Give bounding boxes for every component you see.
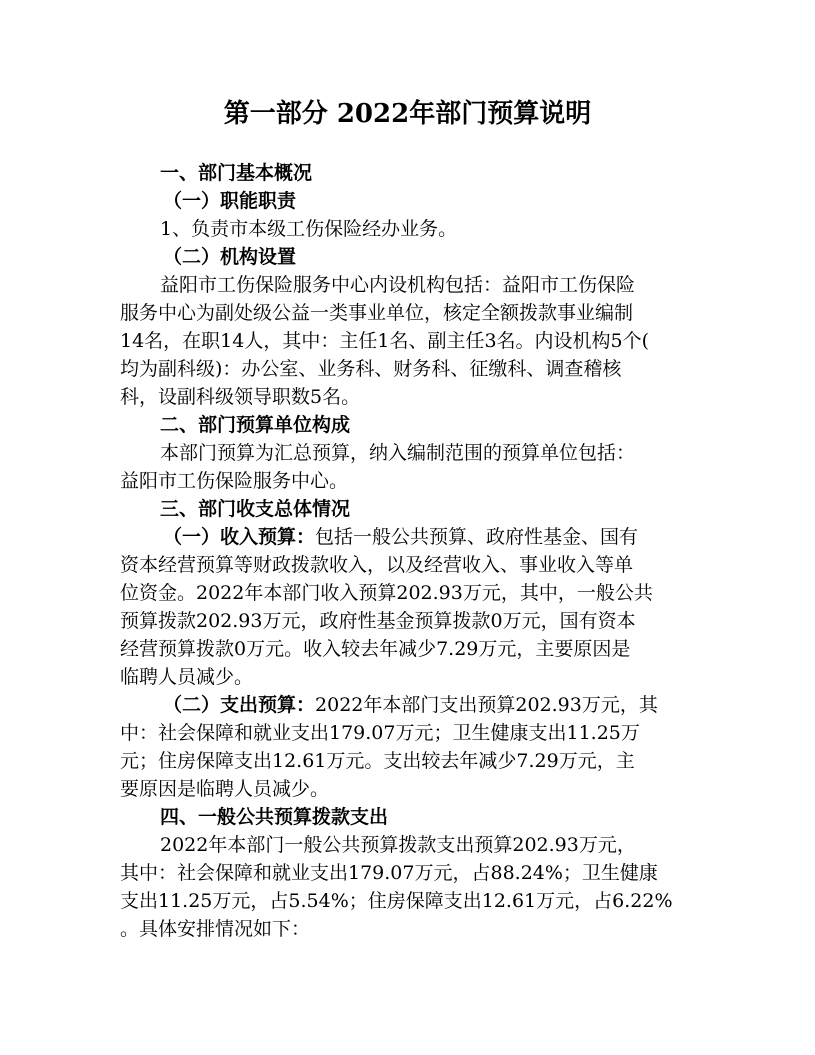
section-heading-revenue-expenditure: 三、部门收支总体情况 — [160, 498, 351, 520]
subsection-heading-structure: （二）机构设置 — [163, 246, 297, 268]
paragraph-line: 位资金。2022年本部门收入预算202.93万元，其中，一般公共 — [120, 582, 653, 604]
paragraph-line: 元；住房保障支出12.61万元。支出较去年减少7.29万元，主 — [120, 750, 635, 772]
paragraph-functions: 1、负责市本级工伤保险经办业务。 — [160, 218, 458, 240]
paragraph-line: 其中：社会保障和就业支出179.07万元，占88.24%；卫生健康 — [120, 862, 658, 884]
expenditure-budget-label: （二）支出预算： — [163, 694, 316, 716]
paragraph-line: 14名，在职14人，其中：主任1名、副主任3名。内设机构5个( — [120, 330, 650, 352]
paragraph-line: 均为副科级)：办公室、业务科、财务科、征缴科、调查稽核 — [120, 358, 622, 380]
section-heading-units: 二、部门预算单位构成 — [160, 414, 351, 436]
paragraph-line: 经营预算拨款0万元。收入较去年减少7.29万元，主要原因是 — [120, 638, 631, 660]
paragraph-line: 资本经营预算等财政拨款收入，以及经营收入、事业收入等单 — [120, 554, 634, 576]
paragraph-line — [163, 523, 638, 551]
paragraph-line: 中：社会保障和就业支出179.07万元；卫生健康支出11.25万 — [120, 722, 640, 744]
paragraph-line — [163, 691, 658, 719]
paragraph-line: 。具体安排情况如下： — [120, 918, 311, 940]
paragraph-line: 支出11.25万元，占5.54%；住房保障支出12.61万元，占6.22% — [120, 890, 673, 912]
paragraph-line: 临聘人员减少。 — [120, 666, 254, 688]
paragraph-line: 科，设副科级领导职数5名。 — [120, 386, 361, 408]
paragraph-line: 服务中心为副处级公益一类事业单位，核定全额拨款事业编制 — [120, 302, 634, 324]
section-heading-overview: 一、部门基本概况 — [160, 162, 313, 184]
paragraph-line: 预算拨款202.93万元，政府性基金预算拨款0万元，国有资本 — [120, 610, 636, 632]
paragraph-line: 要原因是临聘人员减少。 — [120, 778, 330, 800]
paragraph-line: 益阳市工伤保险服务中心内设机构包括：益阳市工伤保险 — [160, 274, 636, 296]
income-budget-first-line: 包括一般公共预算、政府性基金、国有 — [315, 526, 639, 548]
paragraph-line: 益阳市工伤保险服务中心。 — [120, 470, 349, 492]
page-title: 第一部分 2022年部门预算说明 — [223, 99, 592, 129]
paragraph-line: 2022年本部门一般公共预算拨款支出预算202.93万元， — [160, 834, 636, 856]
income-budget-label: （一）收入预算： — [163, 526, 316, 548]
section-heading-general-budget: 四、一般公共预算拨款支出 — [160, 806, 389, 828]
paragraph-line: 本部门预算为汇总预算，纳入编制范围的预算单位包括： — [160, 442, 636, 464]
expenditure-budget-first-line: 2022年本部门支出预算202.93万元，其 — [315, 694, 658, 716]
subsection-heading-functions: （一）职能职责 — [163, 190, 297, 212]
